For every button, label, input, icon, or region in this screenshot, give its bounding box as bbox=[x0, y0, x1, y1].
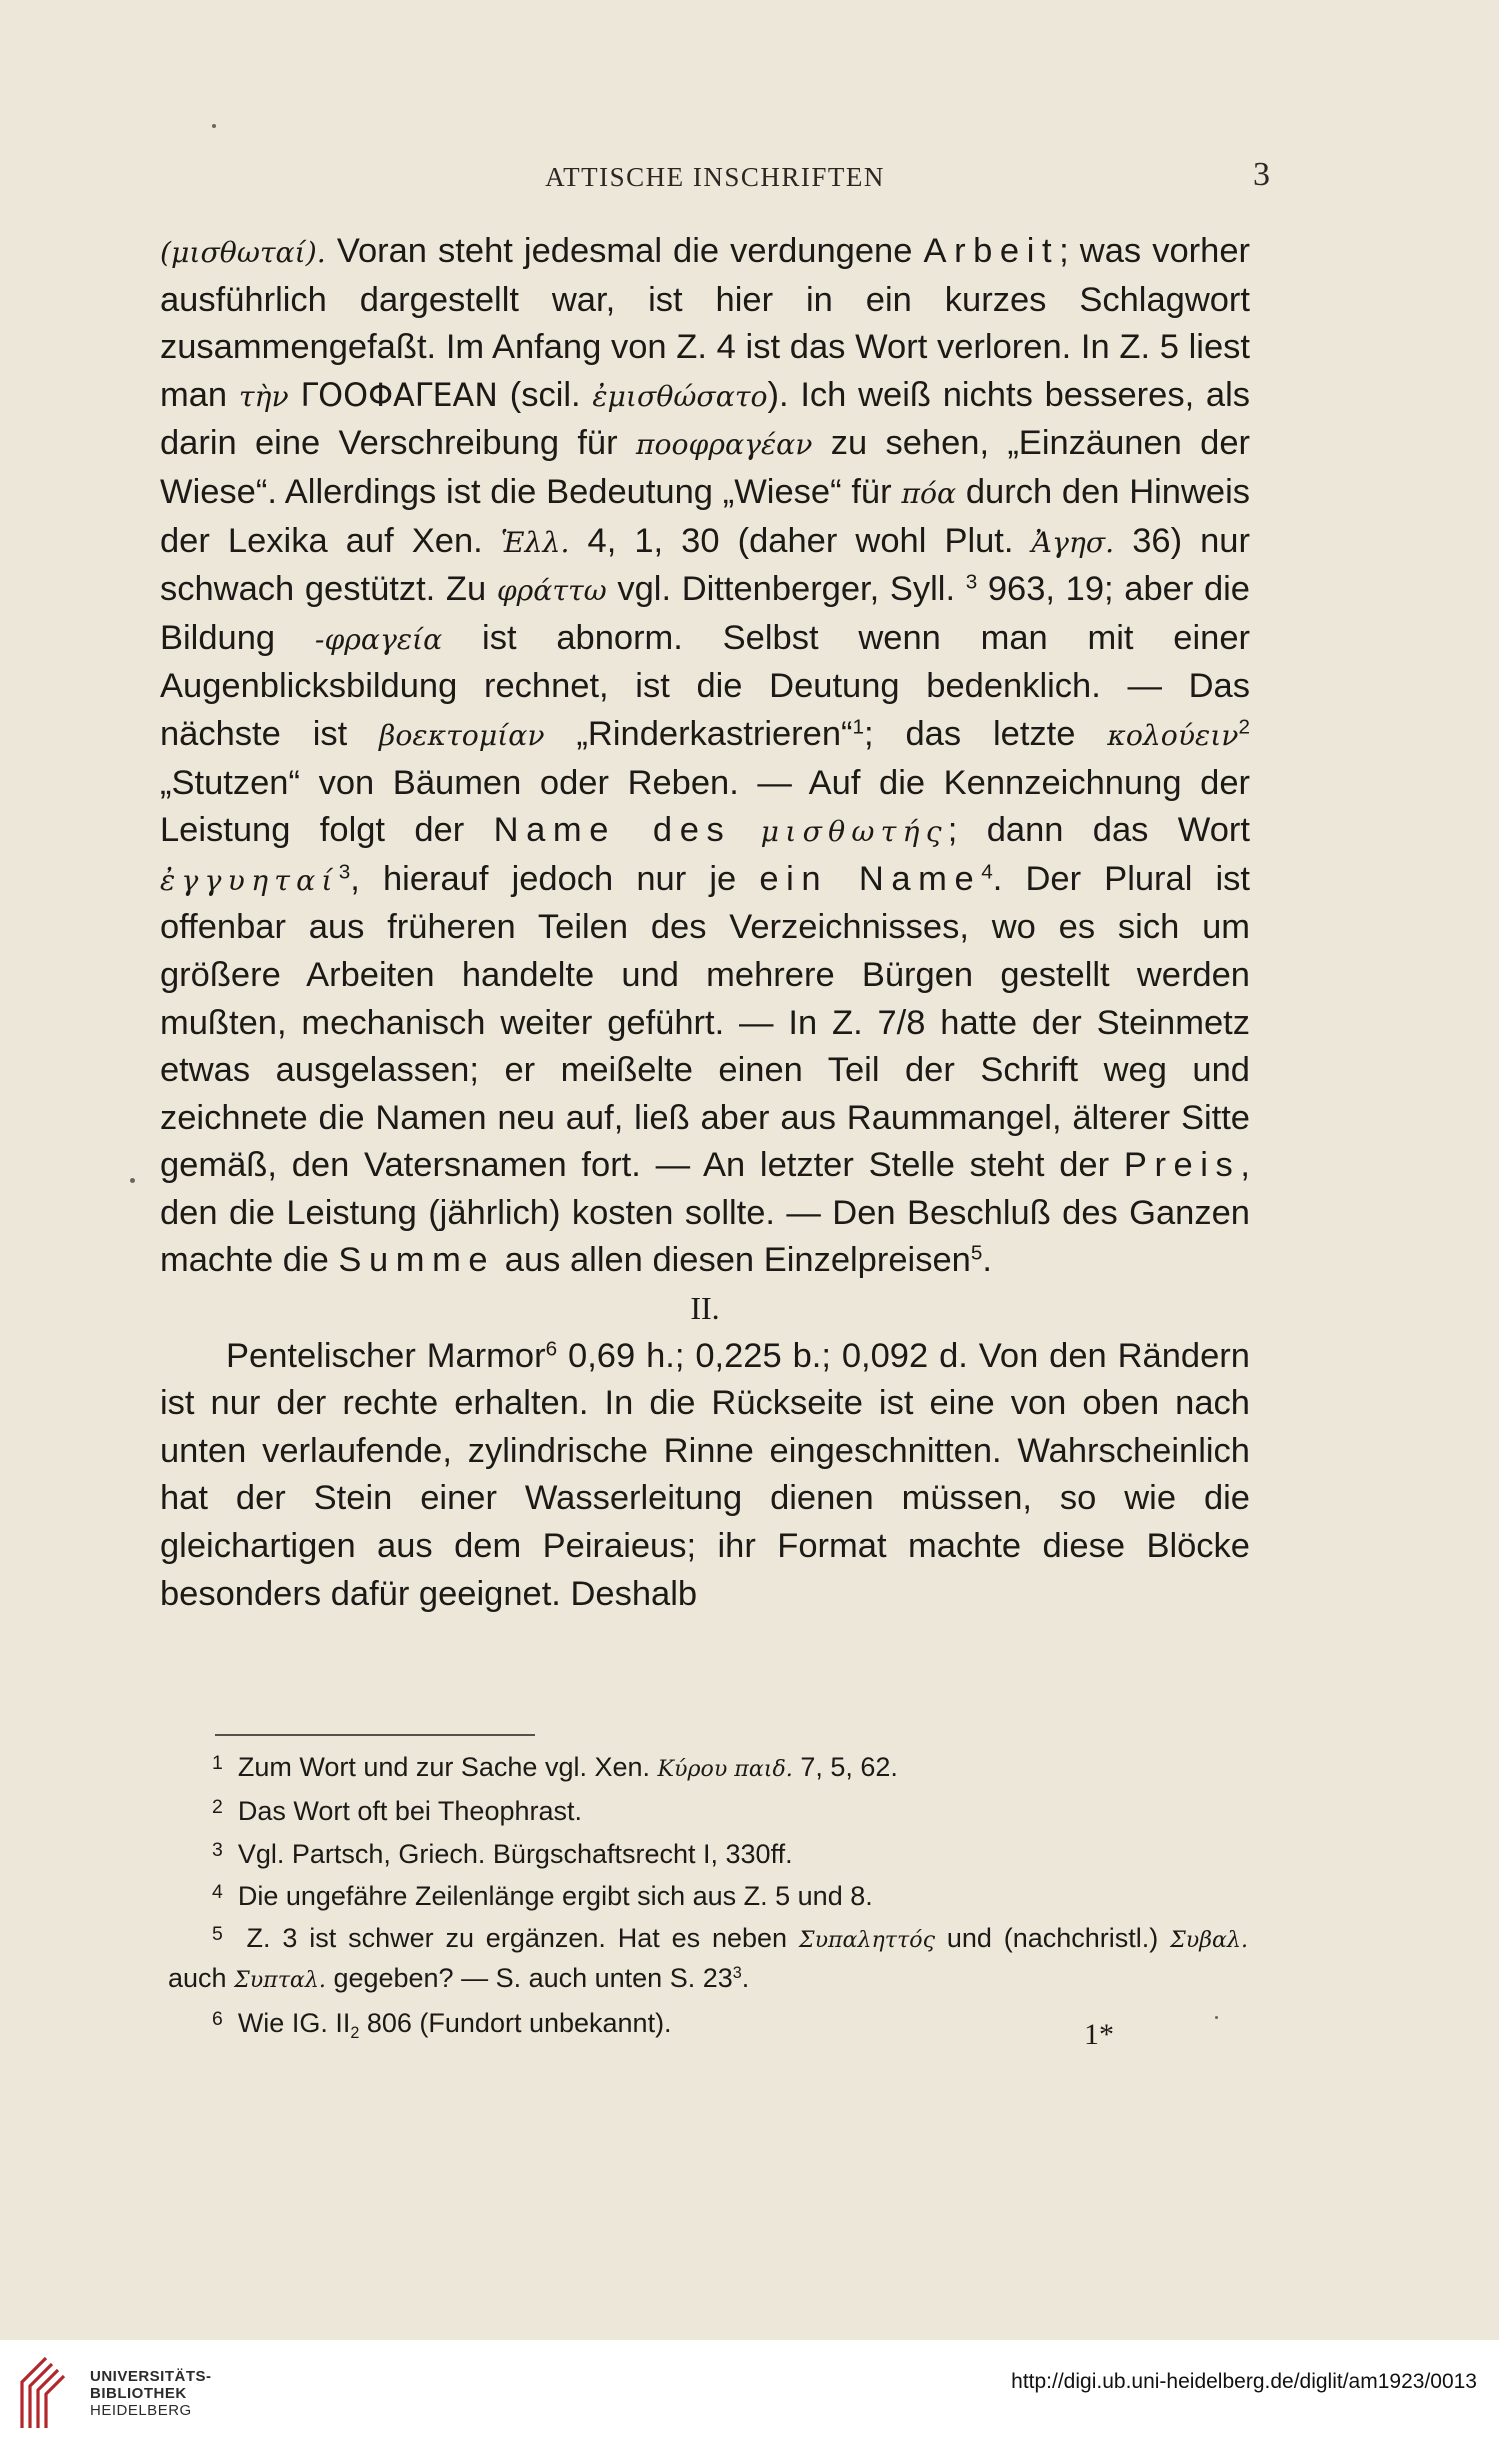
text-run: aus allen diesen Einzelpreisen bbox=[495, 1241, 971, 1280]
text-run: auch bbox=[168, 1963, 235, 1994]
scan-speck bbox=[130, 1178, 135, 1183]
footnote-ref[interactable]: 4 bbox=[981, 860, 993, 884]
footnote-divider bbox=[215, 1734, 535, 1736]
text-run: ; was vorher ausführlich dargestellt war, ist hier in ein kurzes Schlagwort zusammengefaßt. Im Anfang von Z. 4 ist das Wort verloren. In Z. 5 liest man bbox=[160, 232, 1250, 414]
footnote-2 bbox=[168, 1788, 1248, 1830]
text-run: Pentelischer Marmor bbox=[226, 1336, 546, 1375]
footnote-3 bbox=[168, 1831, 1248, 1873]
running-title: ATTISCHE INSCHRIFTEN bbox=[545, 162, 885, 192]
library-name-line: HEIDELBERG bbox=[90, 2402, 192, 2419]
section-heading: II. bbox=[690, 1290, 720, 1327]
text-run: ). Ich weiß nichts besseres, als darin eine Verschreibung für bbox=[160, 375, 1251, 463]
source-url-link[interactable]: http://digi.ub.uni-heidelberg.de/diglit/am1923/0013 bbox=[1011, 2370, 1477, 2393]
footnote-ref[interactable]: 3 bbox=[338, 860, 351, 884]
text-run: . Der Plural ist offenbar aus früheren Teilen des Verzeichnisses, wo es sich um größere Arbeiten handelte und mehrere Bürgen gestellt werden mußten, mechanisch weiter geführt. — In Z. 7/8 hatte der Steinmetz etwas ausgelassen; er meißelte einen Teil der Schrift weg und zeichnete die Namen neu auf, ließ aber aus Raummangel, älterer Sitte gemäß, den Vatersnamen fort. — An letzter Stelle steht der bbox=[160, 859, 1251, 1185]
library-name-line: BIBLIOTHEK bbox=[90, 2385, 187, 2402]
footnotes bbox=[168, 1744, 1248, 2042]
library-footer bbox=[0, 2340, 1499, 2453]
greek-term: ἐγγυηταί bbox=[160, 863, 339, 897]
greek-term: Συβαλ. bbox=[1170, 1926, 1248, 1953]
text-run: vgl. Dittenberger, Syll. bbox=[606, 570, 966, 609]
footnote-ref[interactable]: 2 bbox=[1238, 715, 1250, 739]
spaced-term: Name des bbox=[493, 811, 732, 850]
footnote-number: 2 bbox=[212, 1796, 223, 1819]
library-name bbox=[90, 2368, 212, 2419]
greek-term: Συπαληττός bbox=[798, 1926, 935, 1953]
text-run: zu sehen, „Einzäunen der Wiese“. Allerdings ist die Bedeutung „Wiese“ für bbox=[160, 424, 1251, 511]
text-run: Das Wort oft bei Theophrast. bbox=[237, 1796, 582, 1827]
greek-term: Κύρου παιδ. bbox=[657, 1755, 793, 1782]
greek-term: ποοφραγέαν bbox=[635, 428, 813, 462]
ub-heidelberg-logo-icon[interactable] bbox=[16, 2352, 72, 2432]
greek-term: πόα bbox=[901, 476, 957, 510]
signature-mark: 1* bbox=[1084, 2018, 1114, 2051]
footnote-4 bbox=[168, 1873, 1248, 1915]
spaced-term: Preis bbox=[1123, 1146, 1241, 1185]
greek-term: φράττω bbox=[496, 574, 607, 608]
footnote-ref[interactable]: 5 bbox=[970, 1242, 983, 1266]
spaced-term: Summe bbox=[338, 1241, 496, 1280]
text-run: Zum Wort und zur Sache vgl. Xen. bbox=[237, 1751, 658, 1782]
text-run: „Stutzen“ von Bäumen oder Reben. — Auf die Kennzeichnung der Leistung folgt der bbox=[160, 763, 1250, 850]
text-run: 806 (Fundort unbekannt). bbox=[359, 2007, 672, 2038]
greek-term: Ἑλλ. bbox=[500, 525, 570, 559]
text-run: 0,69 h.; 0,225 b.; 0,092 d. Von den Rändern ist nur der rechte erhalten. In die Rückseite ist eine von oben nach unten verlaufende, zylindrische Rinne eingeschnitten. Wahrscheinlich hat der Stein einer Wasserleitung dienen müssen, so wie die gleichartigen aus dem Peiraieus; ihr Format machte diese Blöcke besonders dafür geeignet. Deshalb bbox=[160, 1336, 1250, 1613]
greek-term: Συπταλ. bbox=[234, 1967, 326, 1994]
text-run: Z. 3 ist schwer zu ergänzen. Hat es neben bbox=[246, 1922, 799, 1953]
subscript: 2 bbox=[350, 2024, 360, 2043]
text-run: Die ungefähre Zeilenlänge ergibt sich aus Z. 5 und 8. bbox=[237, 1880, 873, 1911]
superscript: 3 bbox=[965, 570, 978, 594]
greek-term: τὴν bbox=[238, 379, 289, 413]
greek-term: μισθωτής bbox=[760, 815, 948, 849]
greek-term: Ἀγησ. bbox=[1031, 525, 1115, 559]
footnote-number: 3 bbox=[212, 1838, 223, 1861]
text-run: Vgl. Partsch, Griech. Bürgschaftsrecht I, 330ff. bbox=[237, 1838, 793, 1869]
text-run: ; dann das Wort bbox=[947, 811, 1250, 850]
library-name-line: UNIVERSITÄTS- bbox=[90, 2368, 212, 2385]
footnote-5 bbox=[168, 1915, 1248, 2000]
text-run: ; das letzte bbox=[864, 714, 1108, 753]
text-run: Voran steht jedesmal die verdungene bbox=[325, 232, 924, 270]
page-number: 3 bbox=[1253, 156, 1270, 193]
text-run: ist abnorm. Selbst wenn man mit einer Augenblicksbildung rechnet, ist die Deutung bedenklich. — Das nächste ist bbox=[160, 618, 1250, 753]
text-run: . bbox=[982, 1241, 992, 1280]
spaced-term: ein Name bbox=[759, 859, 982, 898]
footnote-1 bbox=[168, 1744, 1248, 1788]
greek-term: βοεκτομίαν bbox=[379, 718, 545, 752]
footnote-number: 6 bbox=[212, 2007, 223, 2030]
footnote-number: 1 bbox=[212, 1752, 223, 1774]
text-run: 4, 1, 30 (daher wohl Plut. bbox=[569, 521, 1032, 560]
paragraph-2 bbox=[160, 1333, 1250, 1619]
footnote-ref[interactable]: 1 bbox=[852, 715, 865, 739]
body-text bbox=[160, 228, 1250, 1618]
inscription-reading: ΓΟΟΦΑΓΕΑΝ bbox=[300, 377, 498, 414]
greek-term: ἐμισθώσατο bbox=[592, 379, 768, 413]
scan-speck bbox=[212, 124, 216, 128]
greek-term: -φραγεία bbox=[314, 622, 443, 656]
footnote-ref[interactable]: 6 bbox=[545, 1337, 558, 1361]
text-run: 36) nur schwach gestützt. Zu bbox=[160, 521, 1250, 609]
text-run: , den die Leistung (jährlich) kosten sollte. — Den Beschluß des Ganzen machte die bbox=[160, 1146, 1250, 1280]
text-run bbox=[731, 811, 760, 849]
text-run: . bbox=[741, 1963, 750, 1994]
text-run: 7, 5, 62. bbox=[792, 1751, 898, 1782]
text-run: und (nachchristl.) bbox=[934, 1922, 1171, 1953]
spaced-term: Arbeit bbox=[923, 232, 1060, 270]
text-run: „Rinderkastrieren“ bbox=[544, 714, 853, 753]
text-run: , hierauf jedoch nur je bbox=[350, 859, 760, 898]
greek-term: κολούειν bbox=[1107, 718, 1239, 752]
text-run: (scil. bbox=[497, 375, 593, 414]
text-run: 963, 19; aber die Bildung bbox=[160, 570, 1250, 657]
footnote-number: 5 bbox=[212, 1923, 223, 1946]
text-run: Wie IG. II bbox=[237, 2007, 351, 2038]
paragraph-1 bbox=[160, 228, 1250, 1285]
scan-speck bbox=[1215, 2016, 1218, 2019]
superscript: 3 bbox=[732, 1964, 742, 1983]
footnote-number: 4 bbox=[212, 1880, 223, 1903]
text-run: gegeben? — S. auch unten S. 23 bbox=[325, 1963, 733, 1994]
greek-term: (μισθωταί). bbox=[160, 236, 326, 269]
text-run: durch den Hinweis der Lexika auf Xen. bbox=[160, 472, 1250, 560]
page-header bbox=[160, 156, 1270, 212]
